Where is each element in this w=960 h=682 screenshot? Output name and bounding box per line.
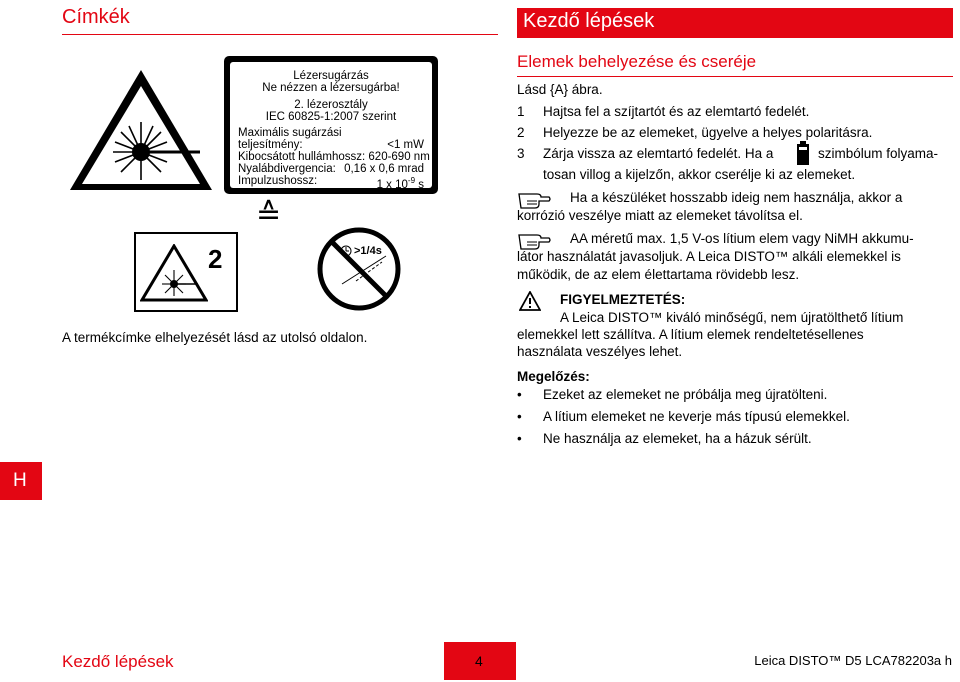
label-power-label-2: teljesítmény: [238,139,303,151]
step-1 [517,103,809,121]
left-heading-rule [62,34,498,35]
label-line-3: 2. lézerosztály [294,99,368,111]
note-2-b: látor használatát javasoljuk. A Leica DISTO™ alkáli elemekkel is [517,249,901,264]
page-number: 4 [475,653,483,669]
step-number: 3 [517,146,525,161]
battery-icon [796,141,810,165]
laser-warning-icon [66,66,216,194]
section-title-rule [517,76,953,77]
bullet-item [517,386,827,404]
left-caption: A termékcímke elhelyezését lásd az utolsó oldalon. [62,330,368,345]
class-2-label [134,232,238,312]
note-2-a: AA méretű max. 1,5 V-os lítium elem vagy NiMH akkumu- [570,231,914,246]
footer-document-id: Leica DISTO™ D5 LCA782203a h [754,653,952,668]
label-divergence-label: Nyalábdivergencia: [238,163,336,175]
label-divergence-value: 0,16 x 0,6 mrad [344,163,424,175]
step-3-text-c: tosan villog a kijelzőn, akkor cserélje ki az elemeket. [543,167,856,182]
step-text-a: Zárja vissza az elemtartó fedelét. Ha a [543,146,774,161]
page-title: Kezdő lépések [523,10,655,32]
step-text: Hajtsa fel a szíjtartót és az elemtartó fedelét. [543,104,810,119]
warning-line-b: elemekkel lett szállítva. A lítium elemek rendeltetésellenes [517,327,864,342]
warning-title: FIGYELMEZTETÉS: [560,292,686,307]
label-power-value: <1 mW [387,139,424,151]
step-number: 2 [517,125,525,140]
equivalent-symbol-icon: ≙ [256,198,282,231]
note-1-b: korrózió veszélye miatt az elemeket távolítsa el. [517,208,803,223]
bullet-dot: • [517,409,522,424]
warning-icon [519,291,541,311]
label-line-2: Ne nézzen a lézersugárba! [262,82,400,94]
no-view-duration: >1/4s [354,245,382,257]
note-1-a: Ha a készüléket hosszabb ideig nem használja, akkor a [570,190,903,205]
warning-line-a: A Leica DISTO™ kiváló minőségű, nem újratölthető lítium [560,310,904,325]
label-pulse-unit: s [415,178,424,191]
step-3-text-b: szimbólum folyama- [818,146,939,161]
note-2-c: működik, de az elem élettartama rövidebb lesz. [517,267,800,282]
label-divergence-row [230,163,432,175]
label-pulse-value: 1 x 10 [376,178,408,191]
step-2 [517,124,872,142]
no-direct-view-icon [316,226,402,312]
step-number: 1 [517,104,525,119]
language-tab-label: H [13,470,27,491]
label-pulse-label: Impulzushossz: [238,175,318,187]
bullet-dot: • [517,387,522,402]
label-pulse-value-wrap [377,175,424,191]
prevention-title: Megelőzés: [517,369,590,384]
bullet-text: A lítium elemeket ne keverje más típusú elemekkel. [543,409,850,424]
bullet-text: Ne használja az elemeket, ha a házuk sérült. [543,431,812,446]
bullet-item [517,408,850,426]
section-title: Elemek behelyezése és cseréje [517,52,757,71]
page-title-bar [517,8,953,38]
footer-section-title: Kezdő lépések [62,652,174,671]
bullet-text: Ezeket az elemeket ne próbálja meg újratölteni. [543,387,828,402]
bullet-item [517,430,812,448]
bullet-dot: • [517,431,522,446]
label-power-label: Maximális sugárzási [238,127,342,139]
laser-product-label [224,56,438,194]
language-tab [0,462,42,500]
label-pulse-exponent: -9 [407,176,416,185]
label-line-1: Lézersugárzás [293,70,369,82]
class-number: 2 [208,244,223,274]
left-heading: Címkék [62,6,130,28]
step-text: Helyezze be az elemeket, ügyelve a helyes polaritásra. [543,125,873,140]
label-pulse-row [230,175,432,191]
label-wavelength: Kibocsátott hullámhossz: 620-690 nm [238,151,430,163]
see-figure: Lásd {A} ábra. [517,82,603,97]
label-power-row [230,139,432,151]
page-number-box [444,642,516,680]
laser-warning-small-icon [140,244,208,302]
step-3 [517,145,773,163]
label-line-4: IEC 60825-1:2007 szerint [265,111,397,123]
warning-line-c: használata veszélyes lehet. [517,344,683,359]
